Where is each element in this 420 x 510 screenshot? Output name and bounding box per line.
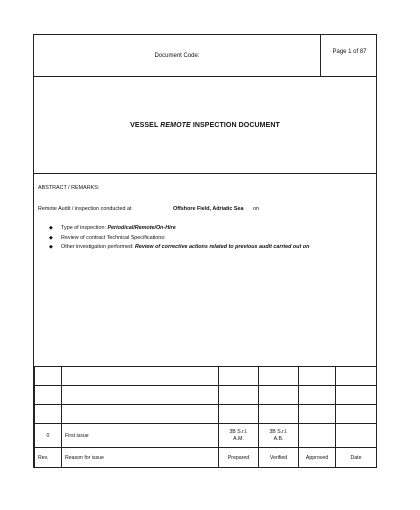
rev-cell: 0 [35, 424, 62, 448]
table-cell [35, 367, 62, 386]
table-cell [62, 386, 219, 405]
prepared-header: Prepared [219, 448, 259, 468]
approved-header: Approved [299, 448, 336, 468]
table-cell [35, 386, 62, 405]
table-row [35, 367, 377, 386]
table-cell [35, 405, 62, 424]
title-prefix: VESSEL [130, 121, 161, 129]
table-cell [259, 405, 299, 424]
bullet-label: Type of inspection: [61, 225, 106, 231]
page-number: Page 1 of 87 [332, 49, 367, 55]
reason-cell: First issue [62, 424, 219, 448]
inspection-bullets [49, 225, 309, 254]
table-cell [299, 386, 336, 405]
verified-header: Verified [259, 448, 299, 468]
reason-header: Reason for issue [62, 448, 219, 468]
verified-initials: A.B. [273, 435, 284, 442]
table-cell [62, 367, 219, 386]
approved-cell [299, 424, 336, 448]
bullet-label: Review of contract Technical Specifications: [61, 234, 166, 241]
table-cell [299, 405, 336, 424]
table-header-row [35, 448, 377, 468]
abstract-section [34, 174, 376, 366]
prepared-cell [219, 424, 259, 448]
title-emphasis: REMOTE [160, 121, 191, 129]
title-suffix: INSPECTION DOCUMENT [190, 121, 280, 129]
document-code-label: Document Code: [34, 35, 321, 77]
document-header [34, 35, 376, 77]
abstract-label: ABSTRACT / REMARKS: [38, 185, 100, 191]
list-item [49, 225, 309, 235]
bullet-value: Periodical/Remote/On-Hire [107, 225, 176, 231]
document-title [130, 122, 280, 129]
table-cell [336, 367, 377, 386]
rev-header: Rev. [35, 448, 62, 468]
table-cell [219, 386, 259, 405]
bullet-diamond-icon: ◆ [49, 244, 53, 250]
inspection-location: Offshore Field, Adriatic Sea [173, 206, 244, 212]
title-section [34, 77, 376, 174]
table-cell [336, 386, 377, 405]
on-text: on [253, 206, 259, 212]
bullet-diamond-icon: ◆ [49, 225, 53, 231]
revision-table [34, 366, 377, 468]
table-row [35, 386, 377, 405]
table-cell [259, 386, 299, 405]
table-cell [62, 405, 219, 424]
document-page [33, 34, 377, 468]
date-cell [336, 424, 377, 448]
date-header: Date [336, 448, 377, 468]
table-cell [219, 367, 259, 386]
table-row [35, 424, 377, 448]
list-item [49, 235, 309, 245]
bullet-label: Other investigation performed: [61, 244, 134, 250]
table-cell [336, 405, 377, 424]
table-cell [299, 367, 336, 386]
list-item [49, 244, 309, 254]
prepared-company: 3B S.r.l. [229, 428, 248, 435]
table-row [35, 405, 377, 424]
verified-company: 3B S.r.l. [269, 428, 288, 435]
table-cell [259, 367, 299, 386]
bullet-value: Review of corrective actions related to previous audit carried out on [135, 244, 310, 250]
table-cell [219, 405, 259, 424]
remote-audit-line [38, 206, 259, 212]
bullet-diamond-icon: ◆ [49, 234, 53, 241]
remote-audit-text: Remote Audit / inspection conducted at [38, 206, 132, 212]
prepared-initials: A.M. [233, 435, 244, 442]
verified-cell [259, 424, 299, 448]
